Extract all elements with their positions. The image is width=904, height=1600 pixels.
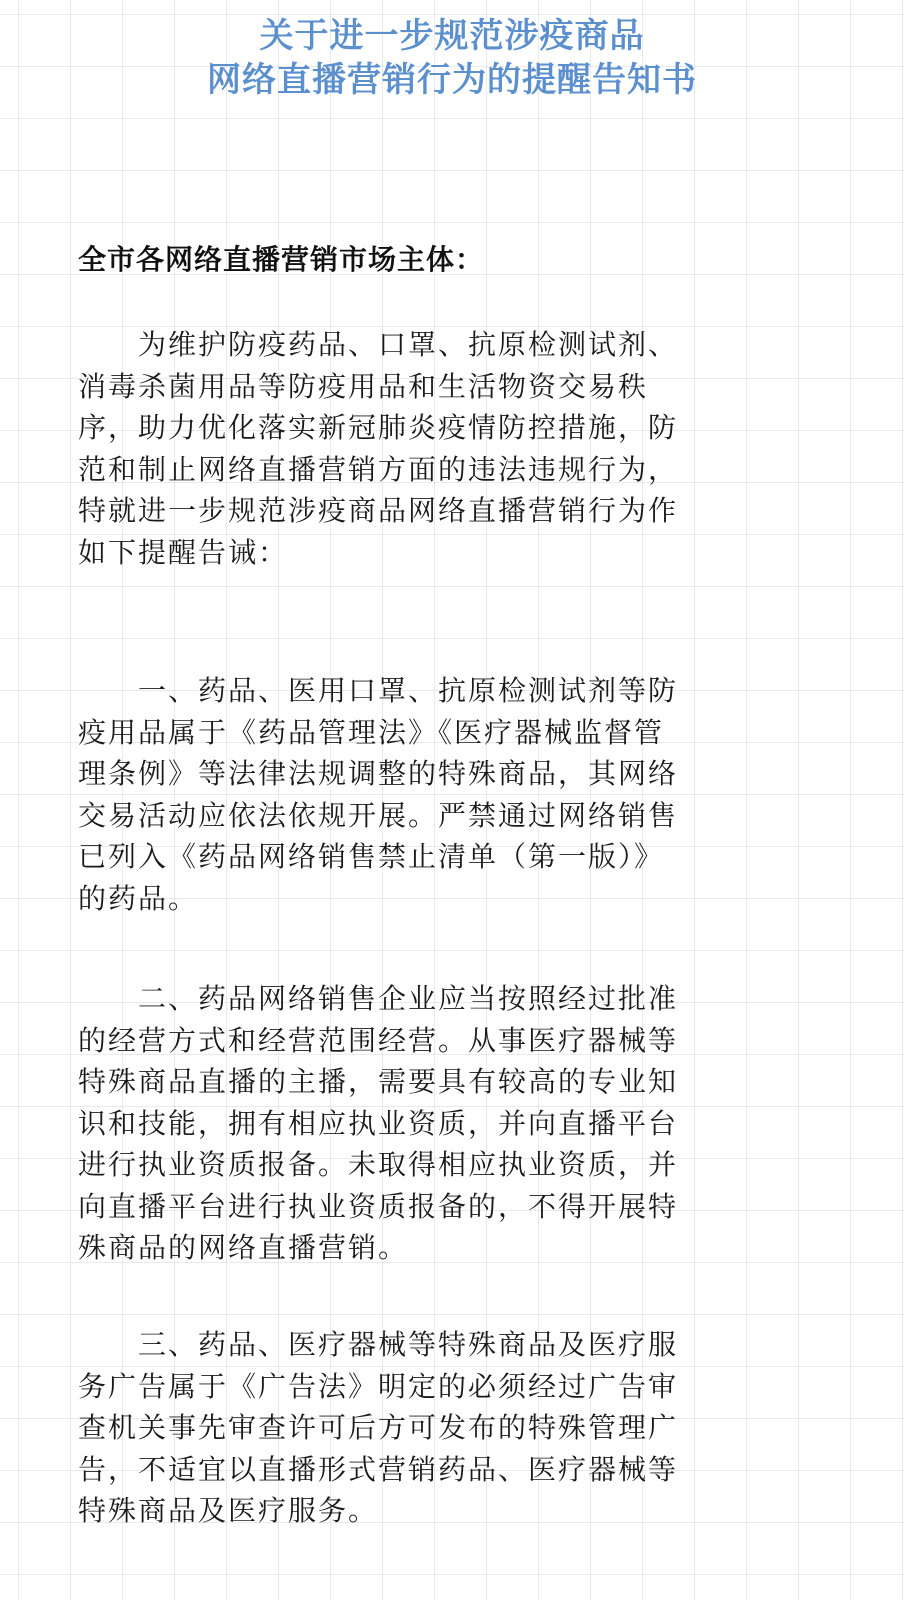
item-3-line: 三、药品、医疗器械等特殊商品及医疗服: [78, 1328, 679, 1361]
intro-line: 特就进一步规范涉疫商品网络直播营销行为作: [78, 494, 679, 527]
intro-line: 如下提醒告诫：: [78, 535, 289, 569]
item-2-line: 的经营方式和经营范围经营。从事医疗器械等: [78, 1023, 679, 1057]
item-3-line: 告，不适宜以直播形式营销药品、医疗器械等: [78, 1452, 679, 1486]
item-1-line: 交易活动应依法依规开展。严禁通过网络销售: [78, 798, 679, 832]
item-2-line: 殊商品的网络直播营销。: [78, 1231, 409, 1264]
title-line-1: 关于进一步规范涉疫商品: [259, 16, 645, 56]
item-1-line: 已列入《药品网络销售禁止清单（第一版）》: [78, 840, 665, 873]
item-2-line: 向直播平台进行执业资质报备的，不得开展特: [78, 1189, 679, 1223]
intro-line: 序，助力优化落实新冠肺炎疫情防控措施，防: [78, 411, 679, 444]
document-title: [0, 14, 904, 102]
item-3-line: 查机关事先审查许可后方可发布的特殊管理广: [78, 1411, 679, 1444]
item-3-line: 特殊商品及医疗服务。: [78, 1494, 379, 1527]
intro-line: 消毒杀菌用品等防疫用品和生活物资交易秩: [78, 369, 649, 403]
intro-line: 范和制止网络直播营销方面的违法违规行为，: [78, 452, 679, 486]
intro-paragraph: [78, 324, 838, 573]
item-3-paragraph: [78, 1324, 838, 1532]
title-line-2: 网络直播营销行为的提醒告知书: [207, 60, 697, 100]
item-1-paragraph: [78, 670, 838, 919]
item-2-paragraph: [78, 978, 838, 1269]
item-2-line: 识和技能，拥有相应执业资质，并向直播平台: [78, 1106, 679, 1140]
item-2-line: 二、药品网络销售企业应当按照经过批准: [78, 982, 679, 1015]
item-2-line: 进行执业资质报备。未取得相应执业资质，并: [78, 1148, 679, 1181]
item-3-line: 务广告属于《广告法》明定的必须经过广告审: [78, 1369, 679, 1403]
item-1-line: 的药品。: [78, 881, 199, 915]
item-2-line: 特殊商品直播的主播，需要具有较高的专业知: [78, 1065, 679, 1098]
intro-line: 为维护防疫药品、口罩、抗原检测试剂、: [78, 328, 679, 361]
item-1-line: 疫用品属于《药品管理法》《医疗器械监督管: [78, 715, 665, 749]
item-1-line: 一、药品、医用口罩、抗原检测试剂等防: [78, 674, 679, 707]
salutation: 全市各网络直播营销市场主体：: [78, 243, 485, 276]
item-1-line: 理条例》等法律法规调整的特殊商品，其网络: [78, 757, 679, 790]
